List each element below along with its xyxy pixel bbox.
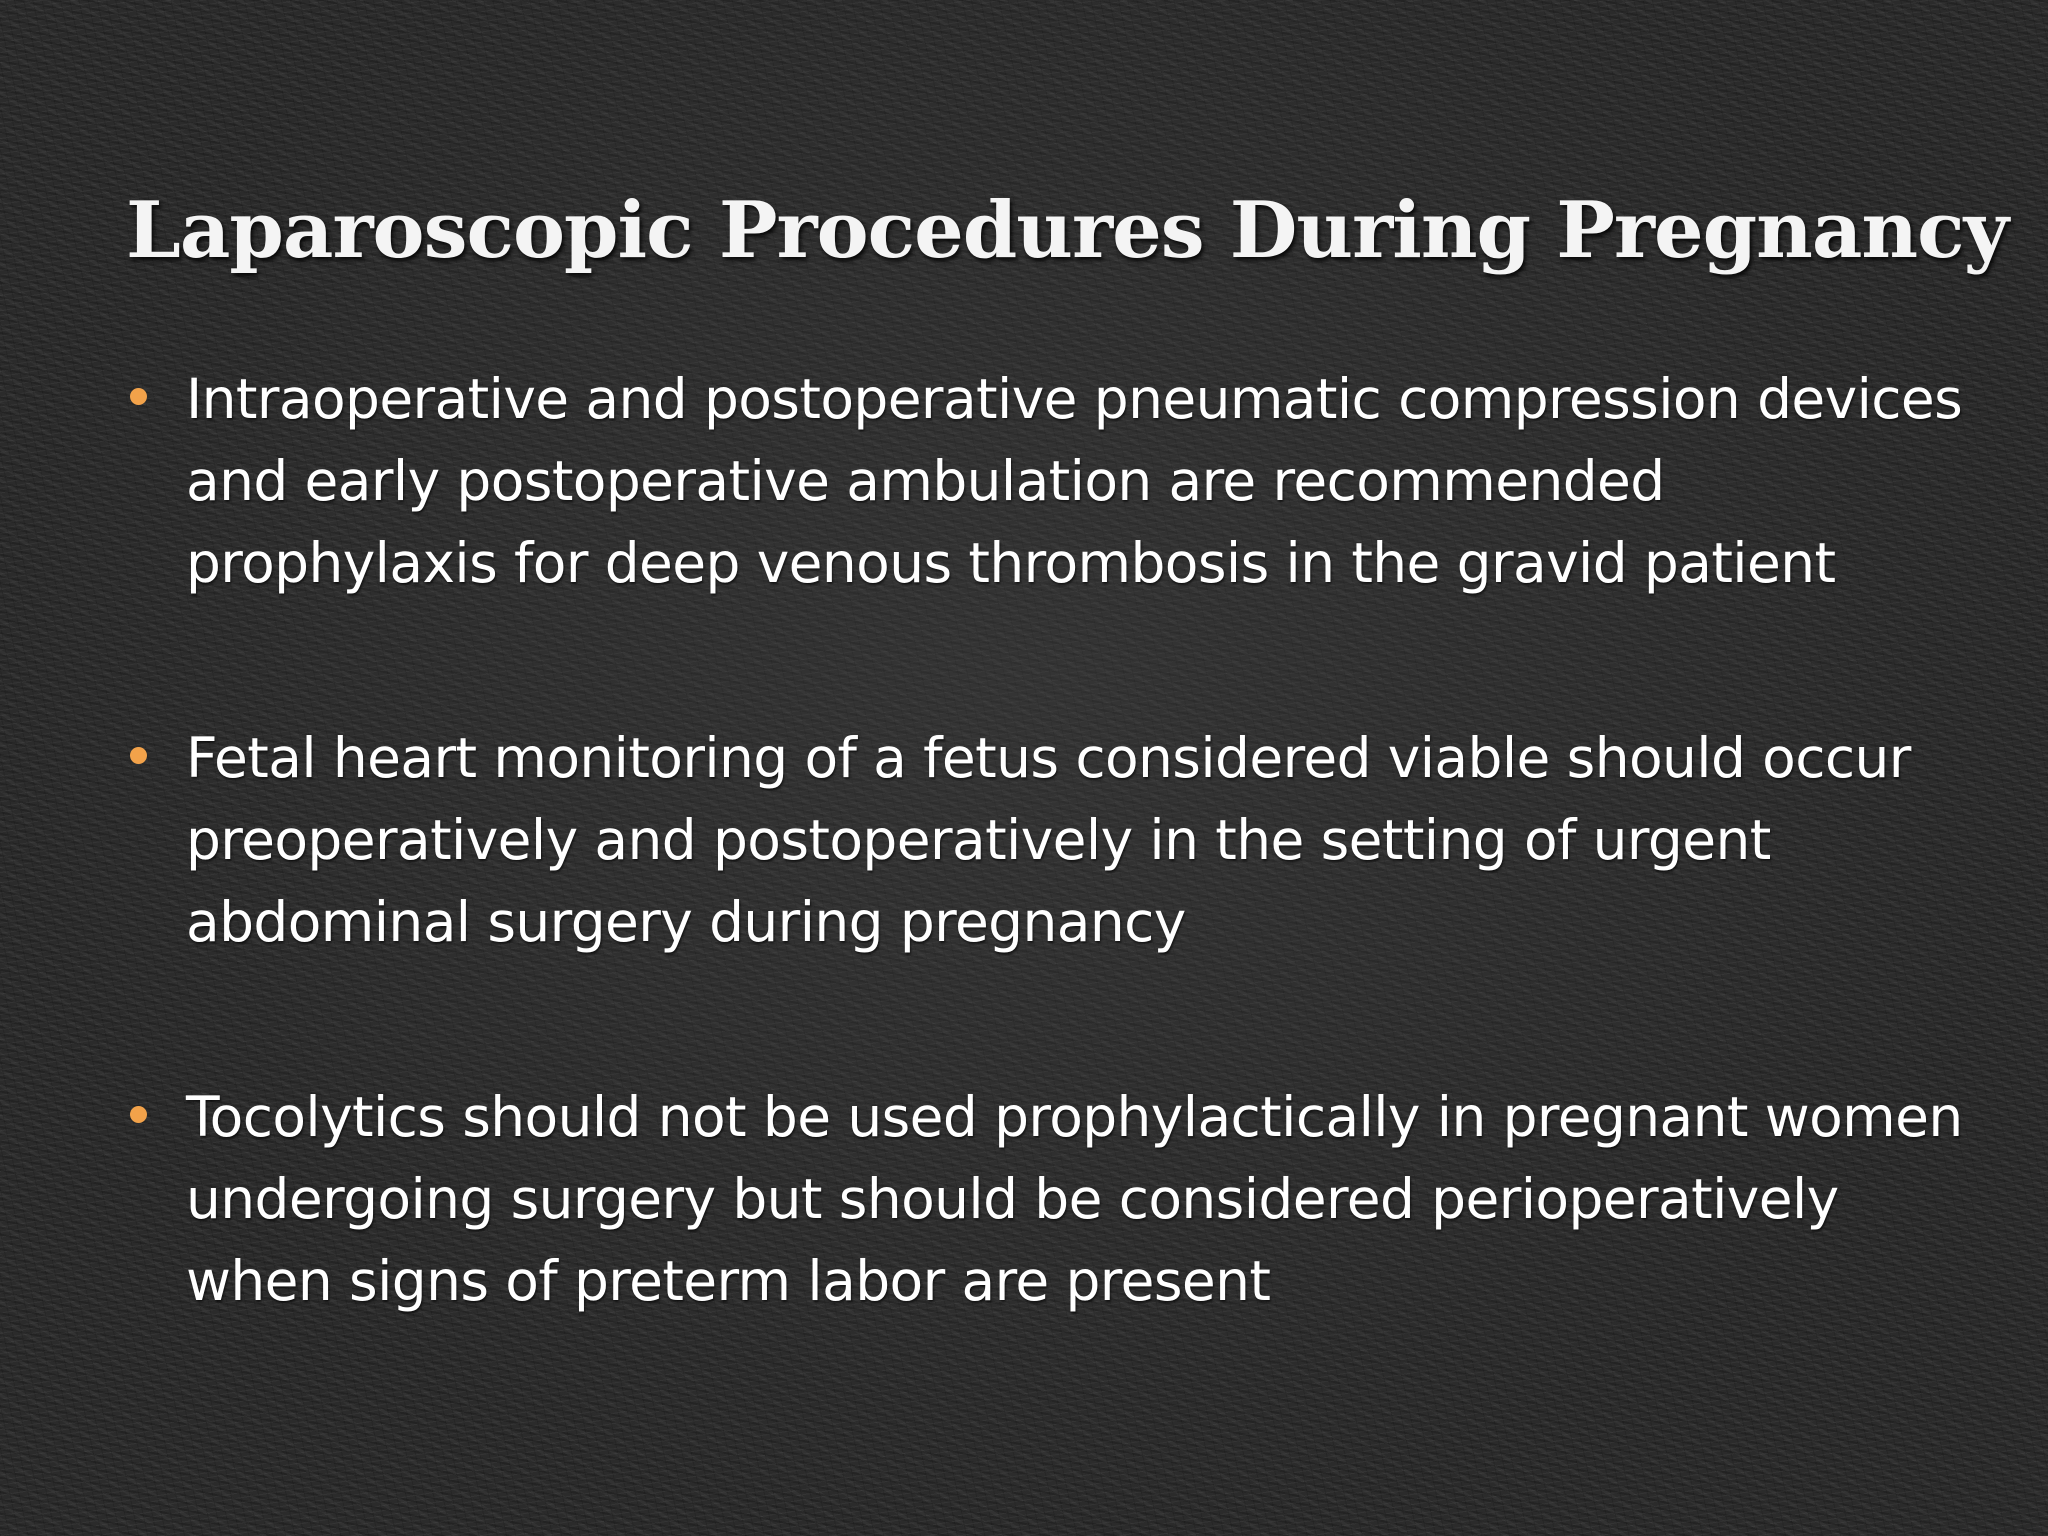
slide-title: Laparoscopic Procedures During Pregnancy (126, 185, 2008, 276)
bullet-item (126, 1076, 1966, 1322)
bullet-dot-icon (130, 747, 147, 764)
bullet-list (126, 358, 1966, 1435)
bullet-text: Intraoperative and postoperative pneumatic compression devices and early postoperative ambulation are recommended prophylaxis for deep venous thrombosis in the gravid patient (186, 367, 1963, 595)
bullet-item (126, 717, 1966, 963)
bullet-text: Tocolytics should not be used prophylactically in pregnant women undergoing surgery but should be considered perioperatively when signs of preterm labor are present (186, 1085, 1963, 1313)
bullet-dot-icon (130, 1106, 147, 1123)
bullet-item (126, 358, 1966, 604)
bullet-text: Fetal heart monitoring of a fetus considered viable should occur preoperatively and postoperatively in the setting of urgent abdominal surgery during pregnancy (186, 726, 1911, 954)
bullet-dot-icon (130, 388, 147, 405)
